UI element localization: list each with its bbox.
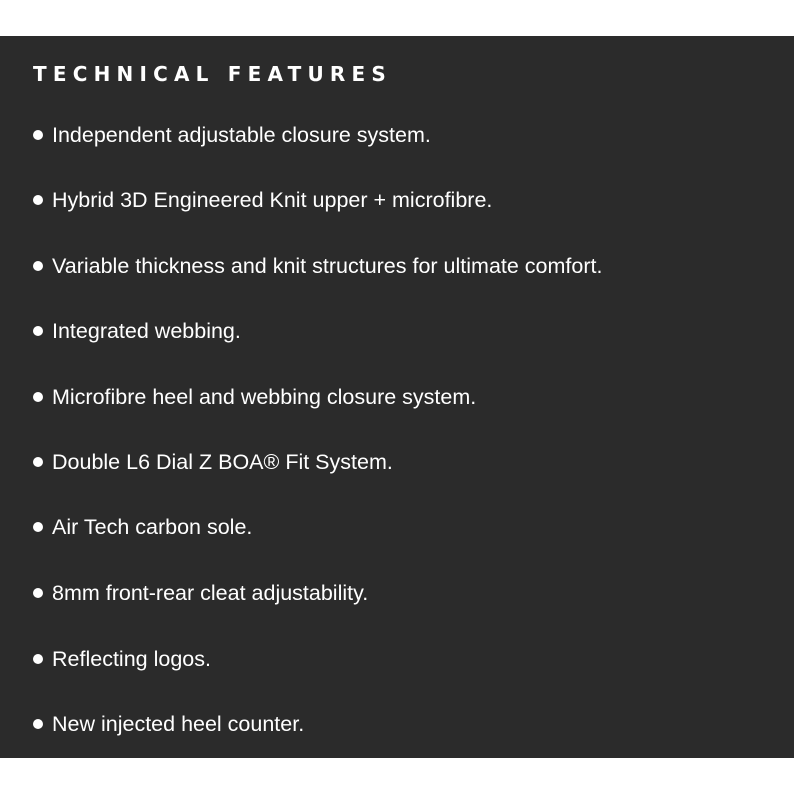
feature-item [33, 382, 476, 412]
feature-text: New injected heel counter. [52, 712, 305, 736]
bullet-dot-icon [33, 522, 43, 532]
feature-text: Independent adjustable closure system. [52, 123, 431, 147]
feature-item [33, 316, 241, 346]
feature-item [33, 644, 211, 674]
feature-text: Double L6 Dial Z BOA® Fit System. [52, 450, 393, 474]
bullet-dot-icon [33, 457, 43, 467]
feature-item [33, 251, 602, 281]
bullet-dot-icon [33, 654, 43, 664]
bullet-dot-icon [33, 719, 43, 729]
feature-text: Reflecting logos. [52, 647, 211, 671]
bullet-dot-icon [33, 326, 43, 336]
feature-text: Variable thickness and knit structures for ultimate comfort. [52, 254, 603, 278]
feature-text: 8mm front-rear cleat adjustability. [52, 581, 369, 605]
bullet-dot-icon [33, 392, 43, 402]
feature-item [33, 578, 368, 608]
bullet-dot-icon [33, 261, 43, 271]
section-heading: TECHNICAL FEATURES [33, 62, 392, 86]
feature-item [33, 447, 393, 477]
feature-item [33, 120, 431, 150]
bullet-dot-icon [33, 130, 43, 140]
feature-item [33, 709, 304, 739]
feature-item [33, 512, 252, 542]
feature-text: Integrated webbing. [52, 319, 241, 343]
feature-item [33, 185, 492, 215]
feature-text: Air Tech carbon sole. [52, 515, 253, 539]
feature-text: Hybrid 3D Engineered Knit upper + microfibre. [52, 188, 493, 212]
bullet-dot-icon [33, 588, 43, 598]
feature-text: Microfibre heel and webbing closure system. [52, 385, 477, 409]
bullet-dot-icon [33, 195, 43, 205]
technical-features-panel [0, 36, 794, 758]
